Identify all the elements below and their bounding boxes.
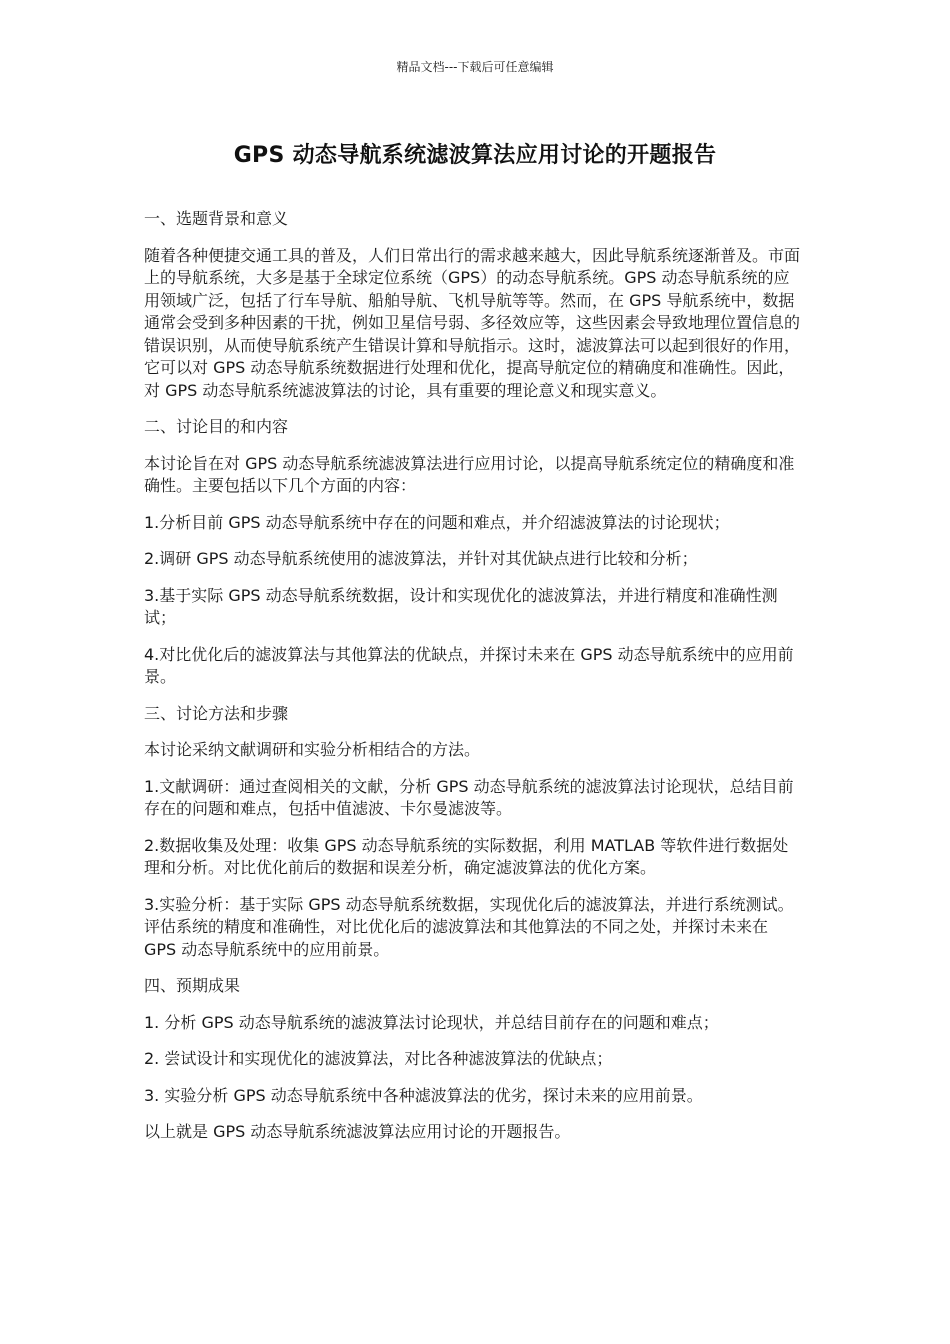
list-item: 3. 实验分析 GPS 动态导航系统中各种滤波算法的优劣，探讨未来的应用前景。	[144, 1085, 703, 1105]
list-item: 2. 尝试设计和实现优化的滤波算法，对比各种滤波算法的优缺点；	[144, 1049, 613, 1068]
list-item: 2.数据收集及处理：收集 GPS 动态导航系统的实际数据，利用 MATLAB 等软件进行数据处理和分析。对比优化前后的数据和误差分析，确定滤波算法的优化方案。	[144, 835, 789, 877]
list-item: 3.实验分析：基于实际 GPS 动态导航系统数据，实现优化后的滤波算法，并进行系统测试。评估系统的精度和准确性，对比优化后的滤波算法和其他算法的不同之处，并探讨未来在 GPS 动态导航系统中的应用前景。	[144, 894, 794, 959]
document-body	[144, 208, 804, 1158]
list-item: 1. 分析 GPS 动态导航系统的滤波算法讨论现状，并总结目前存在的问题和难点；	[144, 1012, 719, 1032]
section-heading-background: 一、选题背景和意义	[144, 209, 289, 228]
section-heading-purpose: 二、讨论目的和内容	[144, 417, 289, 436]
paragraph: 本讨论采纳文献调研和实验分析相结合的方法。	[144, 740, 481, 759]
list-item: 3.基于实际 GPS 动态导航系统数据，设计和实现优化的滤波算法，并进行精度和准确性测试；	[144, 585, 778, 627]
list-item: 1.文献调研：通过查阅相关的文献，分析 GPS 动态导航系统的滤波算法讨论现状，总结目前存在的问题和难点，包括中值滤波、卡尔曼滤波等。	[144, 776, 794, 818]
paragraph: 随着各种便捷交通工具的普及，人们日常出行的需求越来越大，因此导航系统逐渐普及。市面上的导航系统，大多是基于全球定位系统（GPS）的动态导航系统。GPS 动态导航系统的应用领域广泛，包括了行车导航、船舶导航、飞机导航等等。然而，在 GPS 导航系统中，数据通常会受到多种因素的干扰，例如卫星信号弱、多径效应等，这些因素会导致地理位置信息的错误识别，从而使导航系统产生错误计算和导航指示。这时，滤波算法可以起到很好的作用，它可以对 GPS 动态导航系统数据进行处理和优化，提高导航定位的精确度和准确性。因此，对 GPS 动态导航系统滤波算法的讨论，具有重要的理论意义和现实意义。	[144, 245, 801, 400]
closing-paragraph: 以上就是 GPS 动态导航系统滤波算法应用讨论的开题报告。	[144, 1122, 571, 1141]
section-heading-methods: 三、讨论方法和步骤	[144, 703, 289, 723]
list-item: 1.分析目前 GPS 动态导航系统中存在的问题和难点，并介绍滤波算法的讨论现状；	[144, 512, 730, 532]
list-item: 2.调研 GPS 动态导航系统使用的滤波算法，并针对其优缺点进行比较和分析；	[144, 549, 698, 568]
list-item: 4.对比优化后的滤波算法与其他算法的优缺点，并探讨未来在 GPS 动态导航系统中的应用前景。	[144, 644, 794, 686]
section-heading-outcomes: 四、预期成果	[144, 976, 241, 995]
page-header: 精品文档---下载后可任意编辑	[396, 60, 554, 74]
document-title: GPS 动态导航系统滤波算法应用讨论的开题报告	[233, 143, 717, 168]
paragraph: 本讨论旨在对 GPS 动态导航系统滤波算法进行应用讨论，以提高导航系统定位的精确度和准确性。主要包括以下几个方面的内容：	[144, 453, 795, 495]
